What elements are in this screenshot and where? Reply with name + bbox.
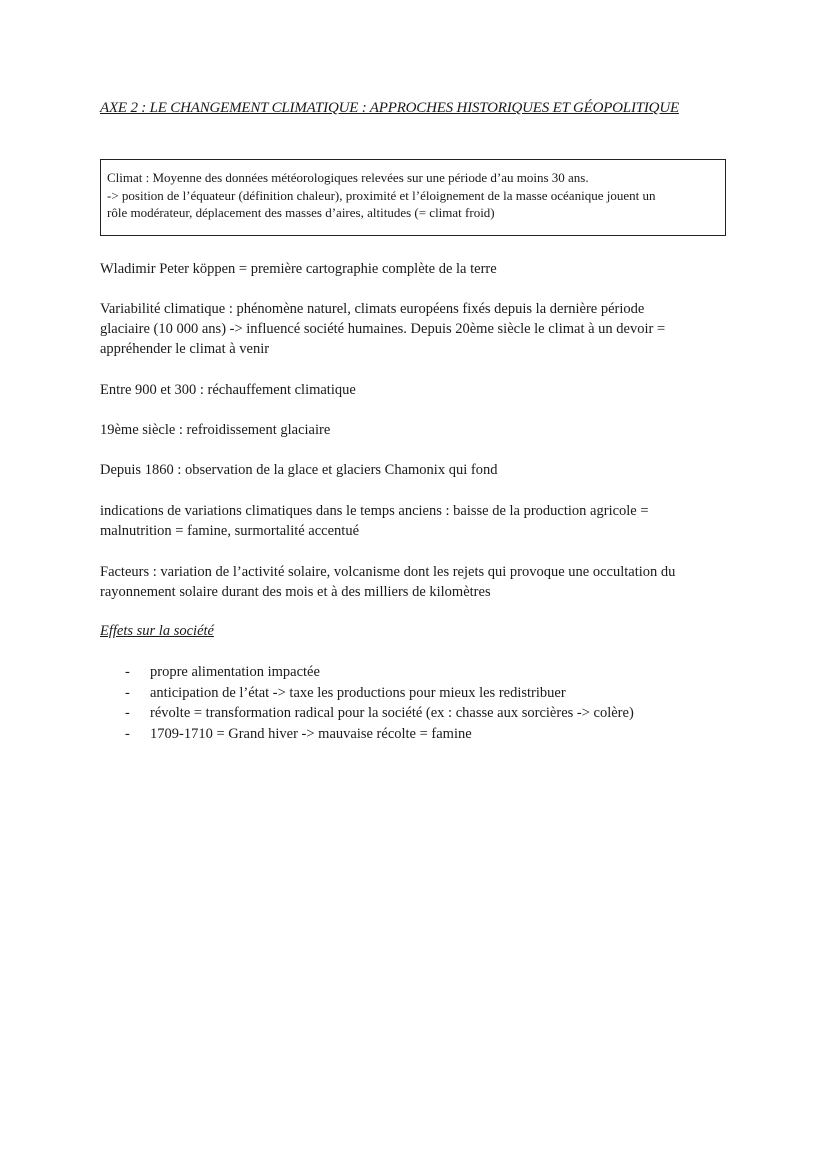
bullet-marker: - — [125, 684, 130, 701]
paragraph-indications — [100, 501, 740, 541]
page-title: AXE 2 : LE CHANGEMENT CLIMATIQUE : APPROCHES HISTORIQUES ET GÉOPOLITIQUE — [100, 100, 679, 116]
paragraph-line: Wladimir Peter köppen = première cartographie complète de la terre — [100, 261, 497, 277]
paragraph-line: appréhender le climat à venir — [100, 341, 270, 357]
list-item-text: révolte = transformation radical pour la société (ex : chasse aux sorcières -> colère) — [150, 705, 634, 721]
list-item-text: 1709-1710 = Grand hiver -> mauvaise récolte = famine — [150, 725, 472, 742]
paragraph-chamonix — [100, 460, 740, 480]
bullet-marker: - — [125, 705, 130, 721]
paragraph-variabilite — [100, 299, 740, 359]
paragraph-line: indications de variations climatiques dans le temps anciens : baisse de la production agricole = — [100, 503, 649, 519]
paragraph-line: Facteurs : variation de l’activité solaire, volcanisme dont les rejets qui provoque une occultation du — [100, 564, 676, 580]
paragraph-line: glaciaire (10 000 ans) -> influencé société humaines. Depuis 20ème siècle le climat à un devoir = — [100, 321, 666, 337]
list-item-text: anticipation de l’état -> taxe les productions pour mieux les redistribuer — [150, 684, 566, 701]
list-item — [100, 724, 634, 745]
section-title: Effets sur la société — [100, 623, 214, 639]
paragraph-line: rayonnement solaire durant des mois et à des milliers de kilomètres — [100, 584, 491, 600]
definition-line: Climat : Moyenne des données météorologiques relevées sur une période d’au moins 30 ans. — [107, 170, 589, 185]
paragraph-line: 19ème siècle : refroidissement glaciaire — [100, 422, 331, 438]
paragraph-line: Entre 900 et 300 : réchauffement climatique — [100, 382, 356, 398]
paragraph-koppen — [100, 259, 740, 279]
bullet-marker: - — [125, 725, 130, 742]
list-item — [100, 703, 634, 724]
effects-list — [100, 662, 634, 744]
definition-line: rôle modérateur, déplacement des masses d’aires, altitudes (= climat froid) — [107, 205, 495, 220]
paragraph-line: Depuis 1860 : observation de la glace et glaciers Chamonix qui fond — [100, 462, 498, 478]
paragraph-line: Variabilité climatique : phénomène naturel, climats européens fixés depuis la dernière période — [100, 301, 645, 317]
definition-line: -> position de l’équateur (définition chaleur), proximité et l’éloignement de la masse océanique jouent un — [107, 187, 656, 203]
paragraph-refroidissement — [100, 420, 740, 440]
list-item — [100, 662, 634, 683]
bullet-marker: - — [125, 664, 130, 680]
paragraph-line: malnutrition = famine, surmortalité accentué — [100, 523, 360, 539]
paragraph-rechauffement — [100, 380, 740, 400]
definition-box — [100, 159, 726, 236]
list-item — [100, 683, 634, 704]
paragraph-facteurs — [100, 562, 740, 602]
list-item-text: propre alimentation impactée — [150, 664, 320, 680]
